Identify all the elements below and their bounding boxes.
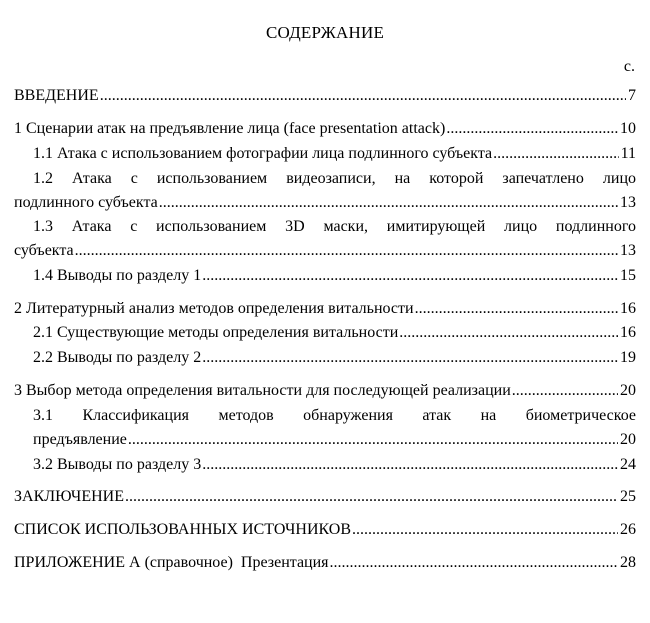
dot-leader — [202, 265, 618, 287]
toc-page-number: 13 — [620, 194, 636, 211]
page-title: СОДЕРЖАНИЕ — [265, 23, 385, 42]
toc-page-number: 15 — [620, 267, 636, 284]
toc-entry-text: 2 Литературный анализ методов определения витальности — [14, 300, 414, 317]
toc-entry-subsection-3-2[interactable] — [33, 454, 636, 476]
dot-leader — [330, 552, 618, 574]
dot-leader — [493, 143, 618, 165]
toc-entry-text: подлинного субъекта — [14, 194, 158, 211]
toc-entry-subsection-1-2-line1[interactable]: 1.2 Атака с использованием видеозаписи, на которой запечатлено лицо — [33, 170, 636, 187]
toc-entry-text: предъявление — [33, 431, 127, 448]
toc-entry-subsection-2-1[interactable] — [33, 322, 636, 344]
toc-entry-text: ЗАКЛЮЧЕНИЕ — [14, 488, 124, 505]
toc-entry-subsection-1-1[interactable] — [33, 143, 636, 165]
toc-entry-subsection-1-3-line1[interactable]: 1.3 Атака с использованием 3D маски, имитирующей лицо подлинного — [33, 218, 636, 235]
toc-entry-text: 2.1 Существующие методы определения витальности — [33, 324, 399, 341]
toc-entry-subsection-1-4[interactable] — [33, 265, 636, 287]
toc-page-number: 28 — [620, 554, 636, 571]
toc-page-number: 25 — [620, 488, 636, 505]
dot-leader — [202, 347, 618, 369]
toc-page-number: 13 — [620, 242, 636, 259]
toc-entry-introduction[interactable] — [14, 85, 636, 107]
toc-page-number: 24 — [620, 456, 636, 473]
toc-page-number: 11 — [620, 145, 636, 162]
dot-leader — [352, 519, 618, 541]
dot-leader — [399, 322, 618, 344]
toc-entry-subsection-3-1-line1[interactable]: 3.1 Классификация методов обнаружения атак на биометрическое — [33, 407, 636, 424]
toc-entry-text: 1.4 Выводы по разделу 1 — [33, 267, 202, 284]
dot-leader — [202, 454, 618, 476]
dot-leader — [128, 429, 618, 451]
dot-leader — [512, 380, 618, 402]
toc-entry-subsection-2-2[interactable] — [33, 347, 636, 369]
toc-page-number: 10 — [620, 120, 636, 137]
toc-entry-section-1[interactable] — [14, 118, 636, 140]
toc-entry-text: 1 Сценарии атак на предъявление лица (face presentation attack) — [14, 120, 446, 137]
toc-entry-text: СПИСОК ИСПОЛЬЗОВАННЫХ ИСТОЧНИКОВ — [14, 521, 352, 538]
toc-page-number: 19 — [620, 349, 636, 366]
dot-leader — [75, 240, 618, 262]
dot-leader — [446, 118, 618, 140]
toc-entry-appendix-a[interactable] — [14, 552, 636, 574]
toc-page-number: 7 — [628, 87, 636, 104]
dot-leader — [125, 486, 618, 508]
dot-leader — [100, 85, 626, 107]
toc-entry-text: субъекта — [14, 242, 74, 259]
dot-leader — [159, 192, 618, 214]
toc-entry-text: 3 Выбор метода определения витальности для последующей реализации — [14, 382, 511, 399]
toc-page-number: 20 — [620, 431, 636, 448]
toc-entry-references[interactable] — [14, 519, 636, 541]
toc-entry-text: 3.2 Выводы по разделу 3 — [33, 456, 202, 473]
toc-entry-section-3[interactable] — [14, 380, 636, 402]
toc-entry-text: ВВЕДЕНИЕ — [14, 87, 99, 104]
toc-entry-section-2[interactable] — [14, 298, 636, 320]
toc-entry-subsection-1-3[interactable] — [14, 240, 636, 262]
toc-entry-text: 2.2 Выводы по разделу 2 — [33, 349, 202, 366]
toc-page-number: 20 — [620, 382, 636, 399]
page-column-label: с. — [623, 58, 635, 75]
toc-entry-conclusion[interactable] — [14, 486, 636, 508]
toc-entry-subsection-1-2[interactable] — [14, 192, 636, 214]
toc-entry-text: 1.1 Атака с использованием фотографии лица подлинного субъекта — [33, 145, 493, 162]
toc-entry-text: ПРИЛОЖЕНИЕ А (справочное) Презентация — [14, 554, 329, 571]
toc-entry-subsection-3-1[interactable] — [33, 429, 636, 451]
toc-page-number: 16 — [620, 300, 636, 317]
toc-page-number: 26 — [620, 521, 636, 538]
toc-page-number: 16 — [620, 324, 636, 341]
dot-leader — [415, 298, 618, 320]
